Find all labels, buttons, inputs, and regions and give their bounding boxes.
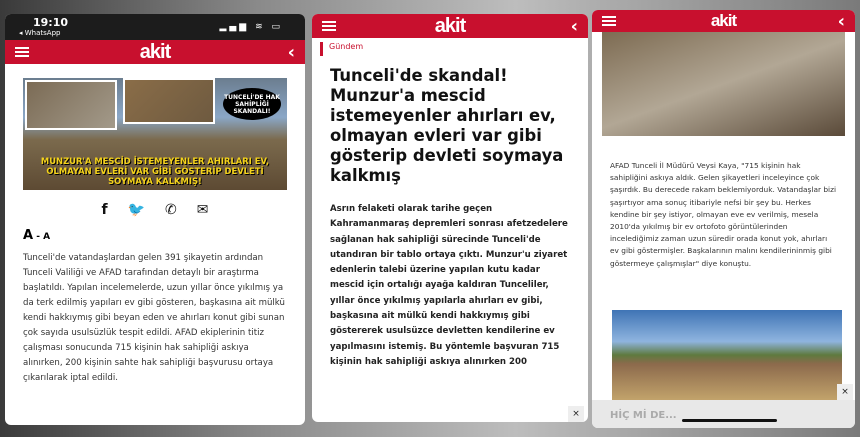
photo-inset-1 xyxy=(25,80,117,130)
close-ad-button[interactable]: × xyxy=(837,384,853,400)
twitter-icon[interactable]: 🐦 xyxy=(127,202,146,218)
signal-wifi-battery-icon: ▂▄▆ ≋ ▭ xyxy=(219,22,283,32)
header-bar xyxy=(312,14,588,38)
header-bar xyxy=(5,40,305,64)
home-indicator xyxy=(682,419,777,422)
font-increase-button[interactable]: A xyxy=(23,228,34,243)
screenshot-3 xyxy=(592,10,855,428)
article-body: AFAD Tunceli İl Müdürü Veysi Kaya, "715 kişinin hak sahipliğini askıya aldık. Gelen şikayetleri inceleyince çok şaşırdık. Bu derecede rakam beklemiyorduk. Vatandaşlar bizi şaşırtıyor ama sonuç itibariyle nefsi bir şey bu. Herkes kendine bir şey istiyor, olmayan eve ev verilmiş, mesela 2010'da yıkılmış bir ev ortofoto görüntülerinden incelediğimiz zaman uzun süredir orada konut yok, ahırları ev gibi göstermişler. Başkalarının malını kendilerininmiş gibi göstermeye çalışmışlar" diye konuştu. xyxy=(610,161,837,268)
category-label[interactable]: Gündem xyxy=(320,42,588,56)
hero-image xyxy=(23,78,287,190)
akit-logo[interactable]: akit xyxy=(139,40,171,63)
akit-logo[interactable]: akit xyxy=(710,11,737,30)
menu-icon[interactable] xyxy=(15,47,29,57)
hero-caption: MUNZUR'A MESCİD İSTEMEYENLER AHIRLARI EV, OLMAYAN EVLERİ VAR GİBİ GÖSTERİP DEVLETİ SOYMAYA KALKMIŞ! xyxy=(40,156,270,186)
screenshot-2 xyxy=(312,14,588,422)
share-bar xyxy=(5,202,305,218)
menu-icon[interactable] xyxy=(322,21,336,31)
back-icon[interactable]: ‹ xyxy=(287,41,295,63)
article-photo-ruins xyxy=(612,310,842,400)
menu-icon[interactable] xyxy=(602,16,616,26)
header-bar xyxy=(592,10,855,32)
photo-inset-2 xyxy=(123,78,215,124)
clock: 19:10 xyxy=(33,16,69,29)
footer-overlay: HİÇ Mİ DE... xyxy=(592,400,855,428)
status-bar xyxy=(5,14,305,40)
article-title: Tunceli'de skandal! Munzur'a mescid istemeyenler ahırları ev, olmayan evleri var gibi gösterip devleti soymaya kalkmış xyxy=(330,66,564,185)
hero-badge: TUNCELİ'DE HAK SAHİPLİĞİ SKANDALI! xyxy=(223,88,281,120)
article-photo-top xyxy=(602,32,845,136)
close-ad-button[interactable]: × xyxy=(568,406,584,422)
akit-logo[interactable]: akit xyxy=(434,14,466,37)
article-body: Tunceli'de vatandaşlardan gelen 391 şikayetin ardından Tunceli Valiliği ve AFAD tarafından detaylı bir araştırma başlatıldı. Yapılan incelemelerde, uzun yıllar önce yıkılmış ya da terk edilmiş yapıları ev gibi gösteren, başkasına ait mülkü kendi hakkıymış gibi beyan eden ve ahırları konut gibi sunan çok sayıda usulsüzlük tespit edildi. AFAD ekiplerinin titiz çalışması sonucunda 715 kişinin hak sahipliği askıya alınırken, 200 kişinin sahte hak sahipliği başvurusu ortaya çıkarılarak iptal edildi. xyxy=(23,253,285,383)
back-icon[interactable]: ‹ xyxy=(837,10,845,32)
whatsapp-icon[interactable]: ✆ xyxy=(165,202,177,218)
back-to-whatsapp[interactable]: ◂ WhatsApp xyxy=(19,29,61,37)
back-icon[interactable]: ‹ xyxy=(570,15,578,37)
article-body: Asrın felaketi olarak tarihe geçen Kahramanmaraş depremleri sonrası afetzedelere sağlanan hak sahipliği sürecinde Tunceli'de utandıran bir tablo ortaya çıktı. Munzur'u ziyaret edenlerin talebi üzerine yapılan kutu kadar mescid için ortalığı ayağa kaldıran Tunceliler, yıllar önce yıkılmış yapılarla ahırları ev gibi, başkasına ait mülkü kendi hakkıymış gibi göstererek usulsüzce devletten kendilerine ev yapılmasını istemiş. Bu yöntemle başvuran 715 kişinin hak sahipliği askıya alınırken 200 xyxy=(330,204,568,367)
font-size-separator: - xyxy=(33,232,44,242)
font-decrease-button[interactable]: A xyxy=(43,232,51,242)
email-icon[interactable]: ✉ xyxy=(196,202,209,218)
facebook-icon[interactable]: f xyxy=(101,202,108,218)
screenshot-1 xyxy=(5,14,305,425)
font-size-controls xyxy=(23,228,305,243)
